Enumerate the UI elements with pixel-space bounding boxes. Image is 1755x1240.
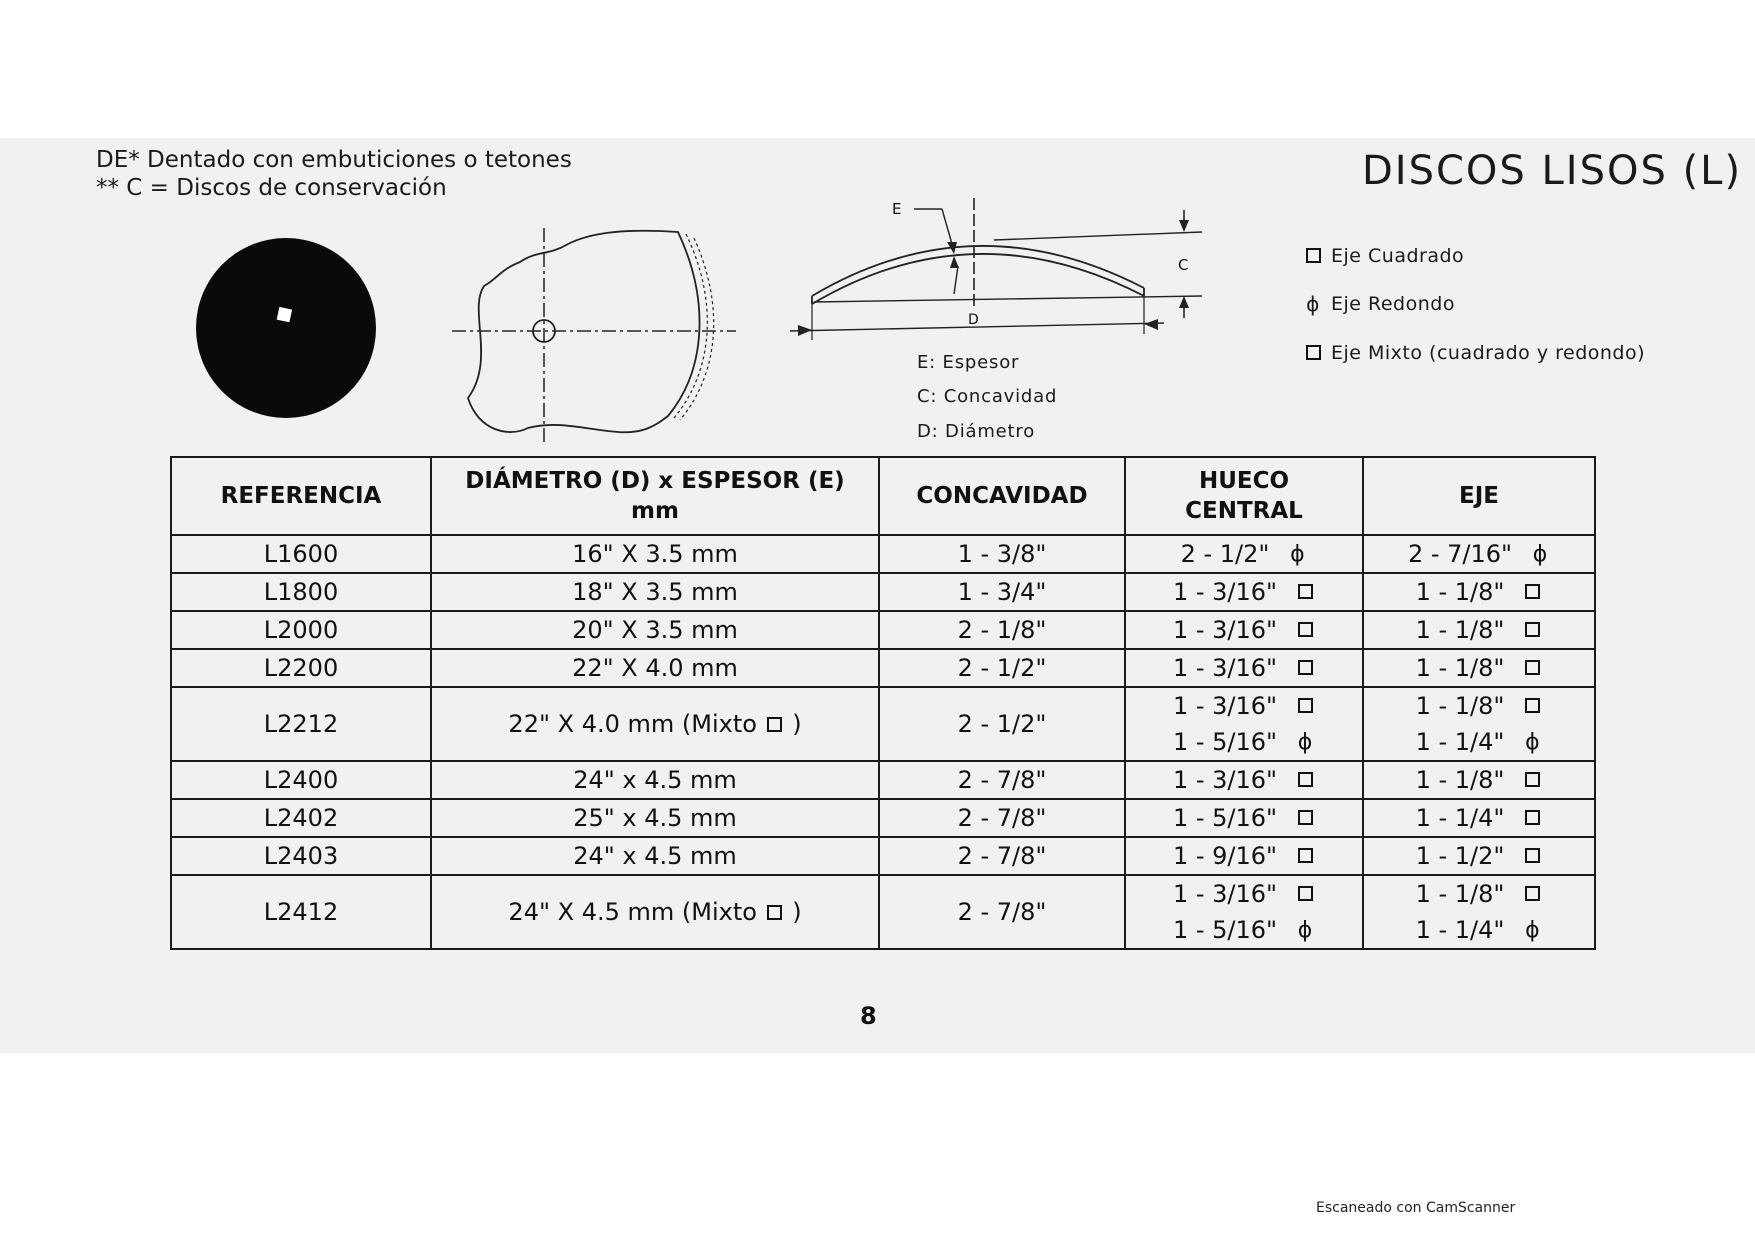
- cell-hueco-central: [1125, 799, 1363, 837]
- mixed-shaft-icon: [765, 901, 785, 926]
- cell-concavidad: 2 - 7/8": [879, 875, 1125, 949]
- square-shaft-icon: [1295, 580, 1315, 605]
- page-number: 8: [860, 1002, 877, 1030]
- cell-referencia: L2403: [171, 837, 431, 875]
- cell-concavidad: 2 - 7/8": [879, 799, 1125, 837]
- concavidad-label: C: Concavidad: [917, 386, 1058, 407]
- cell-hueco-central: [1125, 761, 1363, 799]
- eje-value: 1 - 1/4" ϕ: [1368, 724, 1590, 760]
- mixed-shaft-icon: [765, 713, 785, 738]
- cell-referencia: L2200: [171, 649, 431, 687]
- table-row: [171, 875, 1595, 949]
- square-shaft-icon: [1295, 618, 1315, 643]
- cell-referencia: L1600: [171, 535, 431, 573]
- square-shaft-icon: [1522, 656, 1542, 681]
- hueco-value: 1 - 3/16": [1130, 650, 1358, 686]
- table-row: [171, 649, 1595, 687]
- notes: [96, 146, 572, 202]
- cell-diametro: 24" X 4.5 mm (Mixto ): [431, 875, 879, 949]
- hueco-value: 2 - 1/2" ϕ: [1130, 536, 1358, 572]
- cell-diametro: 16" X 3.5 mm: [431, 535, 879, 573]
- cell-eje: [1363, 535, 1595, 573]
- round-shaft-icon: ϕ: [1525, 729, 1540, 755]
- square-shaft-icon: [1522, 694, 1542, 719]
- cell-eje: [1363, 611, 1595, 649]
- hueco-value: 1 - 3/16": [1130, 876, 1358, 912]
- disc-illustration: [194, 236, 380, 422]
- round-shaft-icon: ϕ: [1297, 917, 1313, 943]
- cell-eje: [1363, 875, 1595, 949]
- hueco-value: 1 - 3/16": [1130, 612, 1358, 648]
- cell-eje: [1363, 573, 1595, 611]
- cell-eje: [1363, 761, 1595, 799]
- cell-diametro: 20" X 3.5 mm: [431, 611, 879, 649]
- square-shaft-icon: [1295, 806, 1315, 831]
- legend-square: Eje Cuadrado: [1305, 244, 1464, 268]
- cell-diametro: 24" x 4.5 mm: [431, 761, 879, 799]
- cell-hueco-central: [1125, 875, 1363, 949]
- cell-concavidad: 1 - 3/8": [879, 535, 1125, 573]
- hueco-value: 1 - 5/16" ϕ: [1130, 724, 1358, 760]
- cell-referencia: L1800: [171, 573, 431, 611]
- header-referencia: REFERENCIA: [171, 457, 431, 535]
- square-shaft-icon: [1522, 618, 1542, 643]
- header-concavidad: CONCAVIDAD: [879, 457, 1125, 535]
- cell-diametro: 25" x 4.5 mm: [431, 799, 879, 837]
- square-shaft-icon: [1295, 882, 1315, 907]
- cell-diametro: 24" x 4.5 mm: [431, 837, 879, 875]
- cell-hueco-central: [1125, 837, 1363, 875]
- note-line-2: ** C = Discos de conservación: [96, 175, 447, 201]
- cell-referencia: L2212: [171, 687, 431, 761]
- cell-hueco-central: [1125, 535, 1363, 573]
- table-row: [171, 837, 1595, 875]
- hueco-value: 1 - 3/16": [1130, 762, 1358, 798]
- disc-square-hole: [277, 307, 292, 322]
- hueco-value: 1 - 5/16": [1130, 800, 1358, 836]
- cell-concavidad: 2 - 1/2": [879, 649, 1125, 687]
- round-shaft-icon: ϕ: [1532, 541, 1548, 567]
- eje-value: 1 - 1/8": [1368, 876, 1590, 912]
- square-shaft-icon: [1305, 244, 1321, 268]
- disc-shape: [196, 238, 376, 418]
- page-title: DISCOS LISOS (L): [1362, 148, 1743, 194]
- square-shaft-icon: [1295, 844, 1315, 869]
- cell-eje: [1363, 837, 1595, 875]
- table-row: [171, 611, 1595, 649]
- square-shaft-icon: [1522, 844, 1542, 869]
- table-row: [171, 687, 1595, 761]
- hueco-value: 1 - 9/16": [1130, 838, 1358, 874]
- square-shaft-icon: [1522, 580, 1542, 605]
- header-hueco-central: HUECO CENTRAL: [1125, 457, 1363, 535]
- eje-value: 1 - 1/4" ϕ: [1368, 912, 1590, 948]
- dimension-diagram: [784, 190, 1214, 350]
- camscanner-watermark: Escaneado con CamScanner: [1316, 1200, 1516, 1216]
- square-shaft-icon: [1522, 768, 1542, 793]
- cell-diametro: 22" X 4.0 mm: [431, 649, 879, 687]
- header-eje: EJE: [1363, 457, 1595, 535]
- cell-concavidad: 1 - 3/4": [879, 573, 1125, 611]
- cell-concavidad: 2 - 7/8": [879, 837, 1125, 875]
- cell-eje: [1363, 649, 1595, 687]
- table-header-row: [171, 457, 1595, 535]
- cell-hueco-central: [1125, 611, 1363, 649]
- cell-concavidad: 2 - 7/8": [879, 761, 1125, 799]
- legend-mixed: Eje Mixto (cuadrado y redondo): [1305, 341, 1645, 365]
- table-row: [171, 535, 1595, 573]
- cell-concavidad: 2 - 1/2": [879, 687, 1125, 761]
- cell-hueco-central: [1125, 687, 1363, 761]
- round-shaft-icon: ϕ: [1297, 729, 1313, 755]
- disc-edge-illustration: [448, 220, 738, 448]
- legend-round: ϕ Eje Redondo: [1306, 292, 1455, 316]
- cell-hueco-central: [1125, 649, 1363, 687]
- round-shaft-icon: ϕ: [1306, 292, 1320, 316]
- hueco-value: 1 - 3/16": [1130, 688, 1358, 724]
- eje-value: 1 - 1/8": [1368, 688, 1590, 724]
- mixed-shaft-icon: [1305, 341, 1321, 365]
- square-shaft-icon: [1522, 806, 1542, 831]
- cell-referencia: L2000: [171, 611, 431, 649]
- cell-diametro: 22" X 4.0 mm (Mixto ): [431, 687, 879, 761]
- specs-table: [170, 456, 1596, 950]
- cell-referencia: L2400: [171, 761, 431, 799]
- eje-value: 1 - 1/8": [1368, 574, 1590, 610]
- label-e: E: [892, 200, 902, 218]
- cell-concavidad: 2 - 1/8": [879, 611, 1125, 649]
- eje-value: 1 - 1/4": [1368, 800, 1590, 836]
- espesor-label: E: Espesor: [917, 352, 1020, 373]
- hueco-value: 1 - 5/16" ϕ: [1130, 912, 1358, 948]
- hueco-value: 1 - 3/16": [1130, 574, 1358, 610]
- round-shaft-icon: ϕ: [1290, 541, 1305, 567]
- cell-hueco-central: [1125, 573, 1363, 611]
- eje-value: 1 - 1/2": [1368, 838, 1590, 874]
- cell-eje: [1363, 799, 1595, 837]
- label-c: C: [1178, 256, 1189, 274]
- specs-table-wrapper: [170, 456, 1596, 950]
- label-d: D: [968, 312, 979, 328]
- square-shaft-icon: [1522, 882, 1542, 907]
- diametro-label: D: Diámetro: [917, 421, 1036, 442]
- cell-referencia: L2402: [171, 799, 431, 837]
- cell-diametro: 18" X 3.5 mm: [431, 573, 879, 611]
- note-line-1: DE* Dentado con embuticiones o tetones: [96, 147, 572, 173]
- eje-value: 1 - 1/8": [1368, 762, 1590, 798]
- header-diametro: DIÁMETRO (D) x ESPESOR (E) mm: [431, 457, 879, 535]
- eje-value: 1 - 1/8": [1368, 612, 1590, 648]
- eje-value: 1 - 1/8": [1368, 650, 1590, 686]
- table-row: [171, 573, 1595, 611]
- eje-value: 2 - 7/16" ϕ: [1368, 536, 1590, 572]
- table-row: [171, 761, 1595, 799]
- table-body: [171, 535, 1595, 949]
- table-row: [171, 799, 1595, 837]
- cell-referencia: L2412: [171, 875, 431, 949]
- round-shaft-icon: ϕ: [1525, 917, 1540, 943]
- square-shaft-icon: [1295, 694, 1315, 719]
- cell-eje: [1363, 687, 1595, 761]
- square-shaft-icon: [1295, 656, 1315, 681]
- square-shaft-icon: [1295, 768, 1315, 793]
